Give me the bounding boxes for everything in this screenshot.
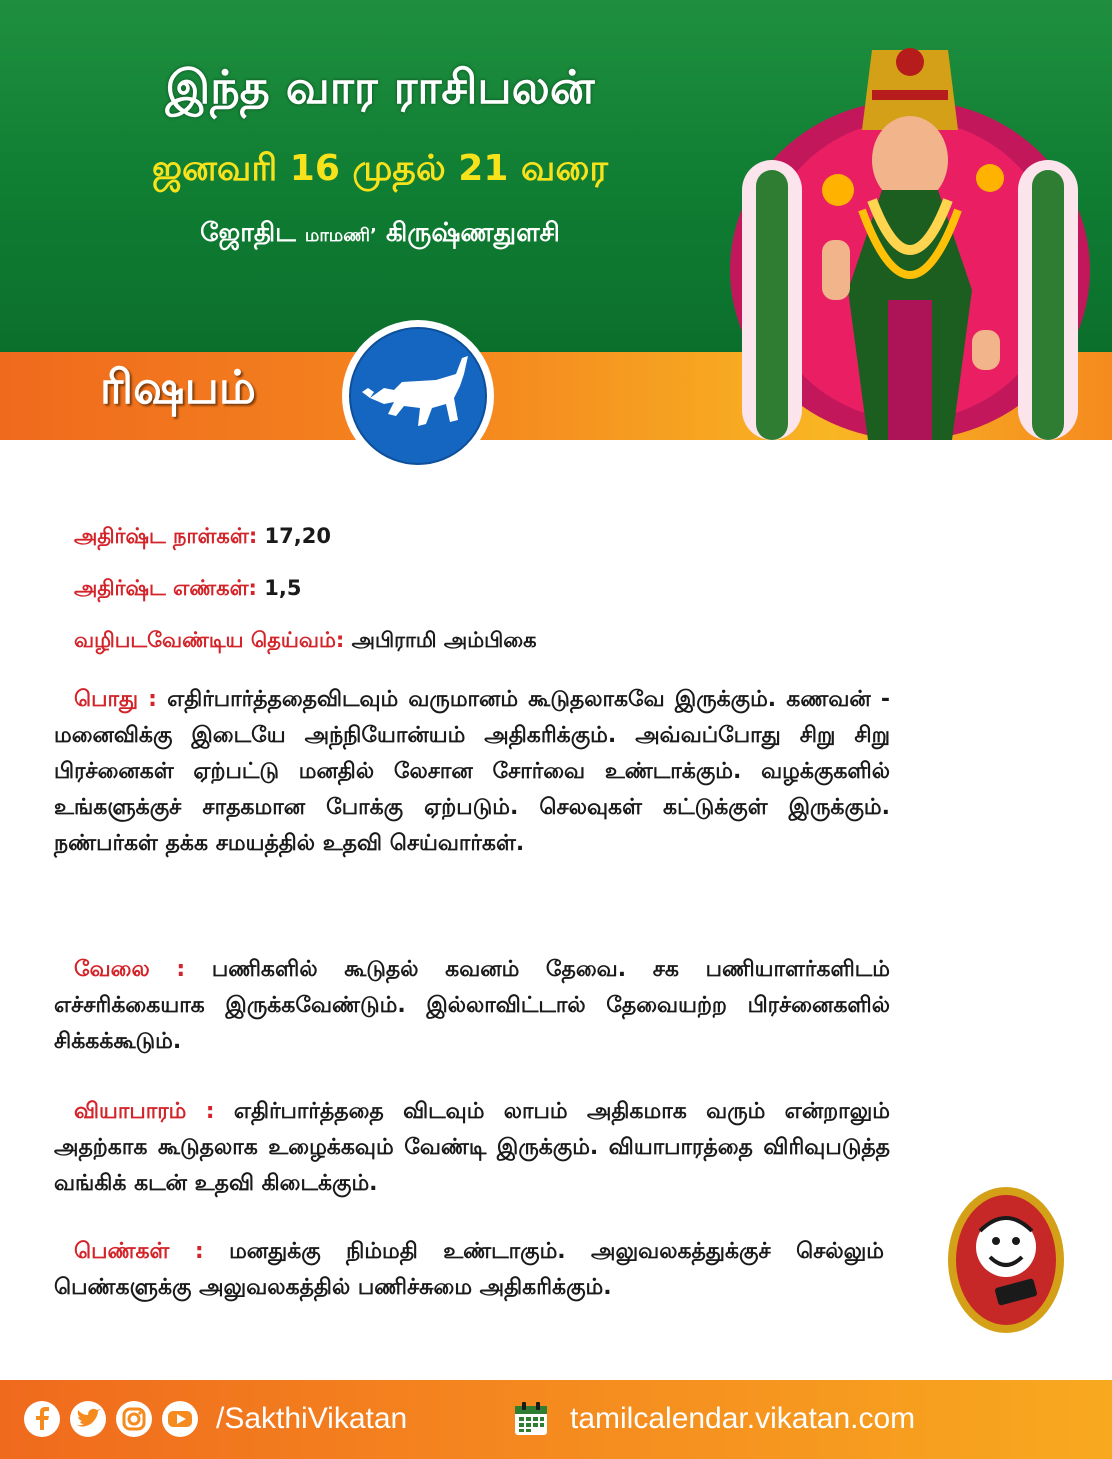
lucky-days-label: அதிர்ஷ்ட நாள்கள்: xyxy=(74,524,258,548)
author-name: கிருஷ்ணதுளசி xyxy=(385,218,560,248)
zodiac-sign-name: ரிஷபம் xyxy=(100,360,256,414)
bull-icon xyxy=(340,318,496,474)
lucky-details xyxy=(74,520,890,676)
lucky-numbers xyxy=(74,572,890,604)
section-general xyxy=(54,682,890,862)
instagram-icon[interactable] xyxy=(116,1401,152,1437)
social-icons xyxy=(22,1399,202,1439)
lucky-numbers-value: 1,5 xyxy=(264,576,302,600)
section-general-label: பொது : xyxy=(74,687,157,712)
goddess-illustration xyxy=(722,40,1098,440)
vikatan-mascot-logo xyxy=(946,1185,1066,1335)
lucky-numbers-label: அதிர்ஷ்ட எண்கள்: xyxy=(74,576,257,600)
worship-deity xyxy=(74,624,890,656)
section-women-label: பெண்கள் : xyxy=(74,1239,204,1264)
twitter-icon[interactable] xyxy=(70,1401,106,1437)
section-business-text: எதிர்பார்த்ததை விடவும் லாபம் அதிகமாக வரும் என்றாலும் அதற்காக கூடுதலாக உழைக்கவும் வேண்டி இருக்கும். வியாபாரத்தை விரிவுபடுத்த வங்கிக் கடன் உதவி கிடைக்கும். xyxy=(54,1099,891,1196)
social-handle-link[interactable]: /SakthiVikatan xyxy=(216,1402,408,1435)
section-work xyxy=(54,952,890,1060)
date-range: ஜனவரி 16 முதல் 21 வரை xyxy=(151,148,609,189)
calendar-icon xyxy=(512,1400,550,1438)
youtube-icon[interactable] xyxy=(162,1401,198,1437)
page-title: இந்த வார ராசிபலன் xyxy=(165,60,595,114)
section-women xyxy=(54,1234,884,1306)
lucky-days-value: 17,20 xyxy=(264,524,331,548)
worship-deity-label: வழிபடவேண்டிய தெய்வம்: xyxy=(74,628,345,652)
author-prefix: ஜோதிட xyxy=(200,218,296,248)
section-women-text: மனதுக்கு நிம்மதி உண்டாகும். அலுவலகத்துக்குச் செல்லும் பெண்களுக்கு அலுவலகத்தில் பணிச்சுமை அதிகரிக்கும். xyxy=(54,1239,884,1300)
website-link[interactable]: tamilcalendar.vikatan.com xyxy=(570,1402,916,1435)
facebook-icon[interactable] xyxy=(24,1401,60,1437)
author-title: மாமணி’ xyxy=(304,225,377,246)
lucky-days xyxy=(74,520,890,552)
section-work-text: பணிகளில் கூடுதல் கவனம் தேவை. சக பணியாளர்களிடம் எச்சரிக்கையாக இருக்கவேண்டும். இல்லாவிட்டால் தேவையற்ற பிரச்னைகளில் சிக்கக்கூடும். xyxy=(54,957,890,1054)
section-business-label: வியாபாரம் : xyxy=(74,1099,215,1124)
author-line xyxy=(60,218,700,251)
section-business xyxy=(54,1094,890,1202)
worship-deity-value: அபிராமி அம்பிகை xyxy=(351,628,537,652)
section-work-label: வேலை : xyxy=(74,957,186,982)
section-general-text: எதிர்பார்த்ததைவிடவும் வருமானம் கூடுதலாகவே இருக்கும். கணவன் - மனைவிக்கு இடையே அந்நியோன்யம் அதிகரிக்கும். அவ்வப்போது சிறு சிறு பிரச்னைகள் ஏற்பட்டு மனதில் லேசான சோர்வை உண்டாக்கும். வழக்குகளில் உங்களுக்குச் சாதகமான போக்கு ஏற்படும். செலவுகள் கட்டுக்குள் இருக்கும். நண்பர்கள் தக்க சமயத்தில் உதவி செய்வார்கள். xyxy=(54,687,890,856)
